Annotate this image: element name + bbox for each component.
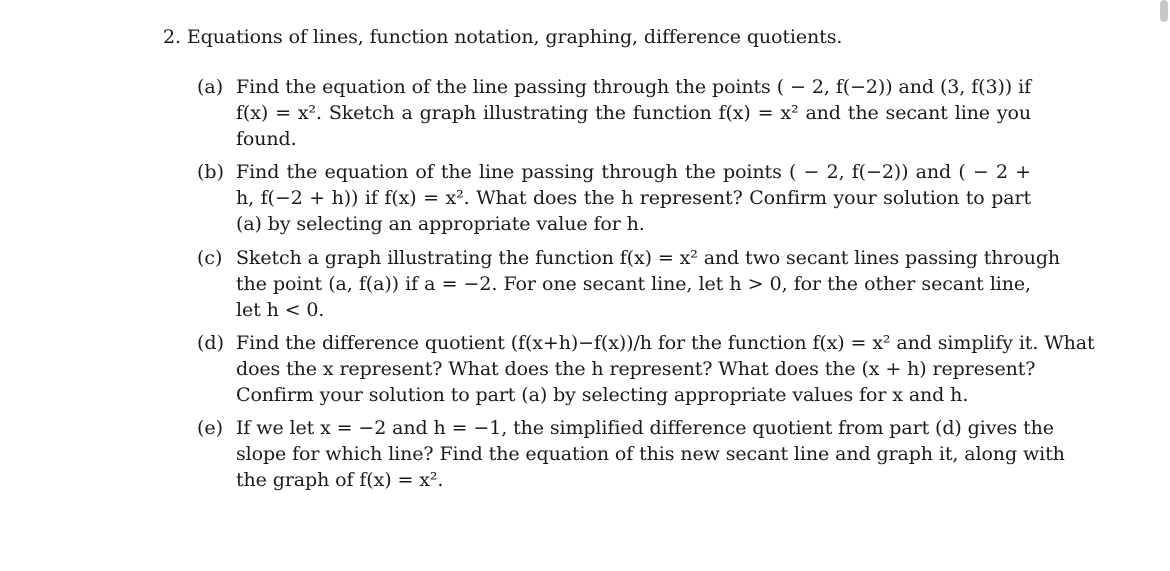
- problem-heading: 2. Equations of lines, function notation, graphing, difference quotients.: [163, 26, 843, 48]
- part-c-line-3: let h < 0.: [236, 299, 325, 321]
- part-a-line-2: f(x) = x². Sketch a graph illustrating the function f(x) = x² and the secant line you: [236, 102, 1031, 124]
- part-e-label: (e): [197, 417, 224, 439]
- part-e-line-3: the graph of f(x) = x².: [236, 469, 444, 491]
- part-b-line-3: (a) by selecting an appropriate value for h.: [236, 213, 645, 235]
- part-b-line-1: Find the equation of the line passing through the points ( − 2, f(−2)) and ( − 2 +: [236, 161, 1031, 183]
- part-c-label: (c): [197, 247, 223, 269]
- part-c-line-2: the point (a, f(a)) if a = −2. For one secant line, let h > 0, for the other secant line,: [236, 273, 1031, 295]
- part-b-line-2: h, f(−2 + h)) if f(x) = x². What does the h represent? Confirm your solution to part: [236, 187, 1031, 209]
- part-d-line-1: Find the difference quotient (f(x+h)−f(x))/h for the function f(x) = x² and simplify it. What: [236, 332, 1095, 354]
- scrollbar-thumb[interactable]: [1160, 0, 1168, 22]
- part-c-line-1: Sketch a graph illustrating the function f(x) = x² and two secant lines passing through: [236, 247, 1061, 269]
- part-d-label: (d): [197, 332, 224, 354]
- part-a-line-3: found.: [236, 128, 297, 150]
- part-a-label: (a): [197, 76, 224, 98]
- part-d-line-2: does the x represent? What does the h represent? What does the (x + h) represent?: [236, 358, 1036, 380]
- part-b-label: (b): [197, 161, 224, 183]
- part-a-line-1: Find the equation of the line passing through the points ( − 2, f(−2)) and (3, f(3)) if: [236, 76, 1031, 98]
- part-e-line-1: If we let x = −2 and h = −1, the simplified difference quotient from part (d) gives the: [236, 417, 1054, 439]
- part-e-line-2: slope for which line? Find the equation of this new secant line and graph it, along with: [236, 443, 1065, 465]
- part-d-line-3: Confirm your solution to part (a) by selecting appropriate values for x and h.: [236, 384, 969, 406]
